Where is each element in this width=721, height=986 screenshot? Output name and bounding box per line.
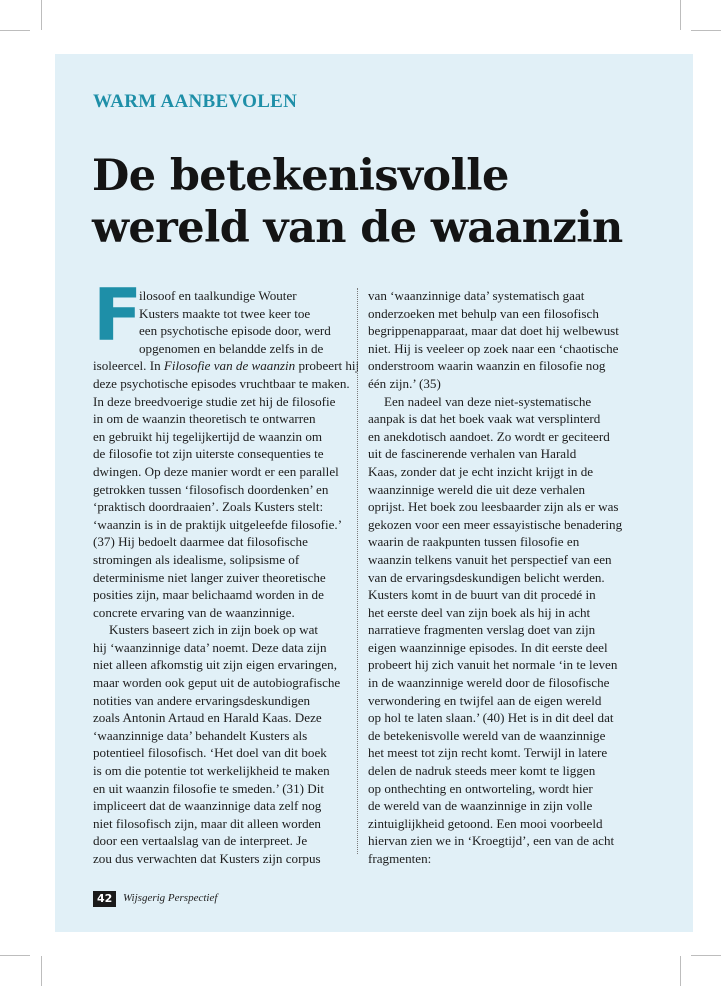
right-column	[368, 287, 630, 868]
text-line: de filosofie tot zijn uiterste consequenties te	[93, 446, 324, 462]
text-line: uit de fascinerende verhalen van Harald	[368, 446, 577, 462]
text-line: één zijn.’ (35)	[368, 375, 441, 391]
text-line: van ‘waanzinnige data’ systematisch gaat	[368, 288, 585, 303]
section-kicker: WARM AANBEVOLEN	[93, 91, 298, 112]
article-title	[92, 150, 682, 254]
title-line: De betekenisvolle	[92, 151, 509, 201]
text-line: ilosoof en taalkundige Wouter	[139, 288, 297, 303]
text-line: In deze breedvoerige studie zet hij de filosofie	[93, 393, 336, 409]
text-line: hiervan zien we in ‘Kroegtijd’, een van de acht	[368, 833, 615, 849]
text-line: ‘praktisch doordraaien’. Zoals Kusters stelt:	[93, 499, 324, 515]
text-line: posities zijn, maar belichaamd worden in de	[93, 587, 324, 603]
text-line: verwondering en twijfel aan de eigen wereld	[368, 692, 602, 708]
text-line: fragmenten:	[368, 851, 432, 866]
text-line: narratieve fragmenten verslag doet van zijn	[368, 622, 596, 638]
text-line: op onthechting en ontworteling, wordt hier	[368, 780, 593, 796]
text-line: zou dus verwachten dat Kusters zijn corpus	[93, 851, 321, 866]
text-line: notities van andere ervaringsdeskundigen	[93, 692, 311, 708]
title-line: wereld van de waanzin	[92, 203, 623, 253]
text-line: determinisme niet langer zuiver theoretische	[93, 569, 326, 585]
text-line: is om die potentie tot werkelijkheid te maken	[93, 763, 330, 779]
text-line: niet. Hij is veeleer op zoek naar een ‘chaotische	[368, 340, 619, 356]
crop-mark	[691, 955, 721, 956]
text-line: hij ‘waanzinnige data’ noemt. Deze data zijn	[93, 639, 327, 655]
text-line: en uit waanzin filosofie te smeden.’ (31) Dit	[93, 780, 325, 796]
crop-mark	[0, 30, 30, 31]
text-line: ‘waanzin is in de praktijk uitgeleefde filosofie.’	[93, 516, 343, 532]
crop-mark	[0, 955, 30, 956]
text-line: isoleercel. In Filosofie van de waanzin probeert hij	[93, 358, 360, 374]
text-line: onderstroom waarin waanzin en filosofie nog	[368, 358, 606, 374]
book-title: Filosofie van de waanzin	[163, 358, 296, 374]
text-line: stromingen als idealisme, solipsisme of	[93, 551, 300, 567]
text-line: zoals Antonin Artaud en Harald Kaas. Deze	[93, 710, 322, 726]
crop-mark	[691, 30, 721, 31]
text-line: en anekdotisch aandoet. Zo wordt er geciteerd	[368, 428, 610, 444]
page-number: 42	[93, 891, 116, 907]
text-line: het meest tot zijn recht komt. Terwijl in latere	[368, 745, 608, 761]
journal-name: Wijsgerig Perspectief	[123, 892, 218, 904]
text-line: waanzinnige wereld die uit deze verhalen	[368, 481, 586, 497]
text-line: ‘waanzinnige data’ behandelt Kusters als	[93, 727, 308, 743]
text-line: opgenomen en belandde zelfs in de	[139, 340, 324, 356]
text-line: waanzin telkens vanuit het perspectief van een	[368, 551, 612, 567]
text-line: Kusters komt in de buurt van dit procedé in	[368, 587, 596, 603]
text-line: Kaas, zonder dat je echt inzicht krijgt in de	[368, 463, 594, 479]
text-line: getrokken tussen ‘filosofisch doordenken’ en	[93, 481, 329, 497]
text-line: delen de nadruk steeds meer komt te liggen	[368, 763, 596, 779]
text-line: een psychotische episode door, werd	[139, 323, 331, 339]
text-line: Kusters maakte tot twee keer toe	[139, 305, 311, 321]
crop-mark	[41, 0, 42, 30]
text-line: eigen waanzinnige episodes. In dit eerste deel	[368, 639, 608, 655]
text-line: niet filosofisch zijn, maar dit alleen worden	[93, 815, 321, 831]
text-line: het eerste deel van zijn boek als hij in acht	[368, 604, 591, 620]
text-line: impliceert dat de waanzinnige data zelf nog	[93, 798, 322, 814]
text-line: onderzoeken met behulp van een filosofisch	[368, 305, 599, 321]
crop-mark	[680, 0, 681, 30]
text-line: door een vertaalslag van de interpreet. Je	[93, 833, 308, 849]
text-line: concrete ervaring van de waanzinnige.	[93, 604, 295, 620]
crop-mark	[680, 956, 681, 986]
text-line: oprijst. Het boek zou leesbaarder zijn als er was	[368, 499, 619, 515]
text-line: Kusters baseert zich in zijn boek op wat	[109, 622, 319, 638]
text-line: (37) Hij bedoelt daarmee dat filosofische	[93, 534, 308, 550]
crop-mark	[41, 956, 42, 986]
text-line: Een nadeel van deze niet-systematische	[384, 393, 592, 409]
text-line: maar worden ook geput uit de autobiografische	[93, 675, 341, 691]
text-line: deze psychotische episodes vruchtbaar te maken.	[93, 375, 350, 391]
text-line: gekozen voor een meer essayistische benadering	[368, 516, 623, 532]
text-line: en gebruikt hij tegelijkertijd de waanzin om	[93, 428, 323, 444]
text-line: niet alleen afkomstig uit zijn eigen ervaringen,	[93, 657, 337, 673]
column-divider	[357, 288, 358, 854]
text-line: van de ervaringsdeskundigen belicht werden.	[368, 569, 605, 585]
text-line: aanpak is dat het boek vaak wat versplinterd	[368, 411, 601, 427]
text-line: in om de waanzin theoretisch te ontwarren	[93, 411, 316, 427]
text-line: probeert hij zich vanuit het normale ‘in te leven	[368, 657, 618, 673]
text-line: potentieel filosofisch. ‘Het doel van dit boek	[93, 745, 327, 761]
text-line: in de waanzinnige wereld door de filosofische	[368, 675, 610, 691]
text-line: begrippenapparaat, maar dat doet hij welbewust	[368, 323, 619, 339]
drop-cap: F	[93, 273, 143, 357]
text-line: zintuiglijkheid getoond. Een mooi voorbeeld	[368, 815, 603, 831]
text-line: de wereld van de waanzinnige in zijn volle	[368, 798, 593, 814]
left-column	[93, 287, 360, 868]
text-line: dwingen. Op deze manier wordt er een parallel	[93, 463, 339, 479]
text-line: de betekenisvolle wereld van de waanzinnige	[368, 727, 606, 743]
text-line: op hol te laten slaan.’ (40) Het is in dit deel dat	[368, 710, 614, 726]
text-line: waarin de raakpunten tussen filosofie en	[368, 534, 580, 550]
